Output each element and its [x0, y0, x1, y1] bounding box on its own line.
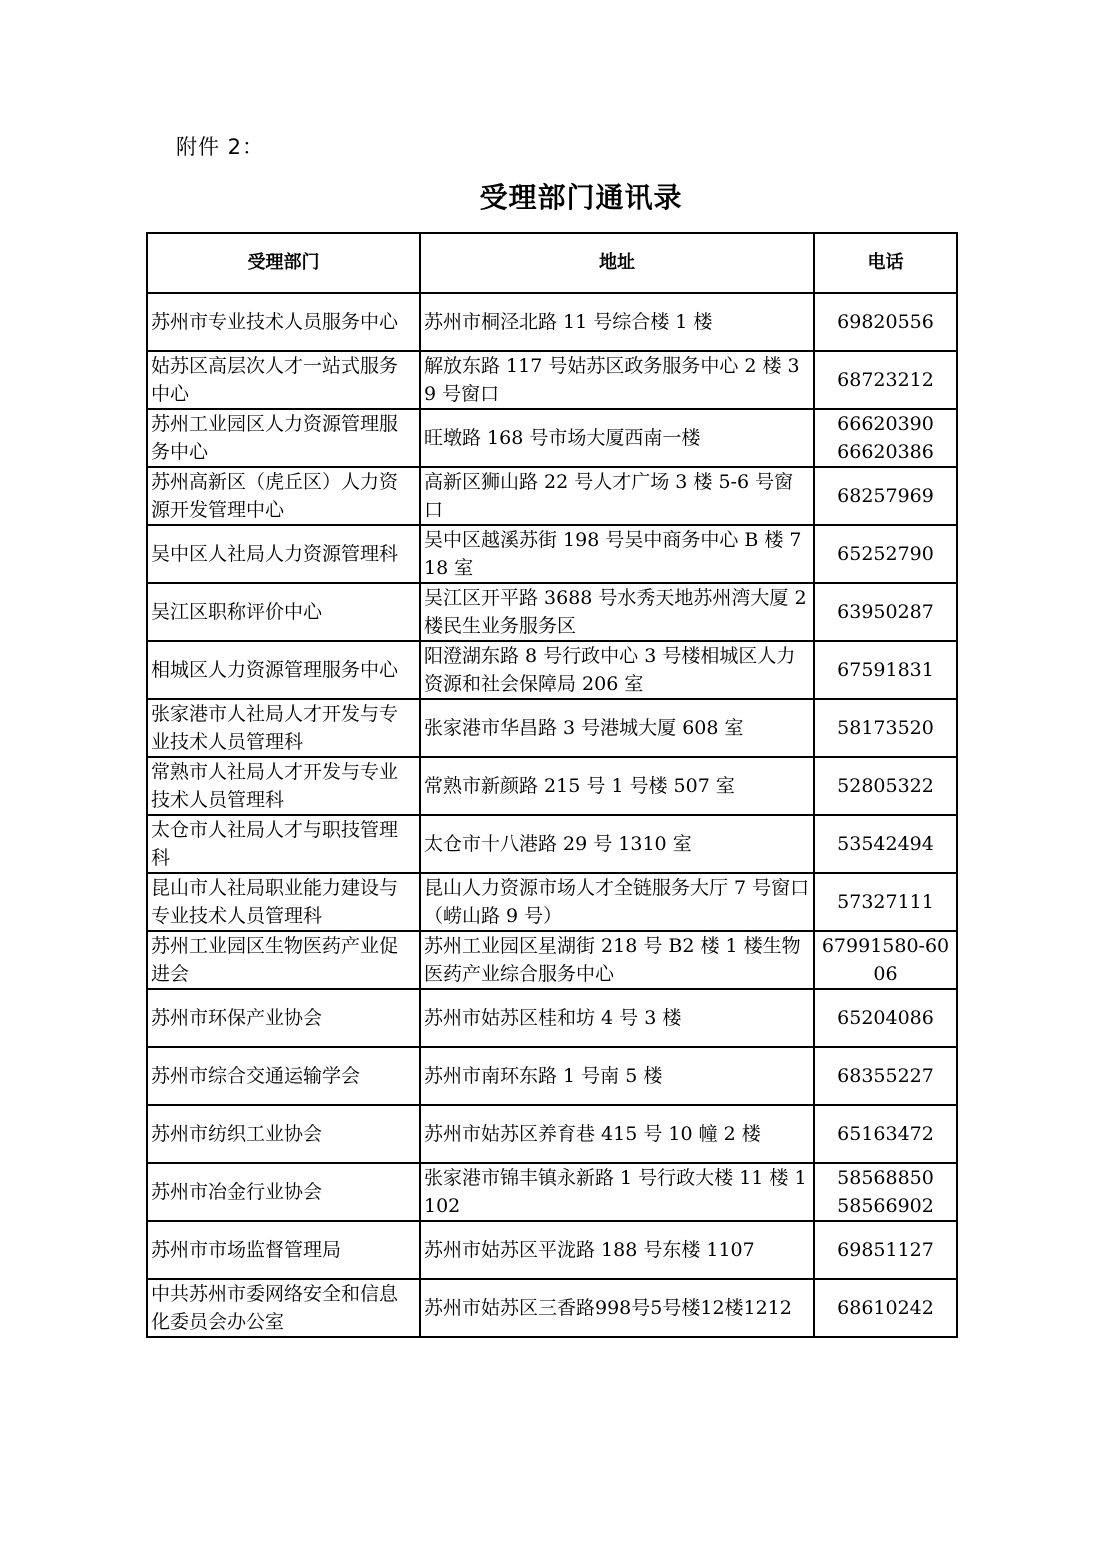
phone-cell: [814, 815, 957, 873]
address-cell: 阳澄湖东路 8 号行政中心 3 号楼相城区人力资源和社会保障局 206 室: [420, 641, 814, 699]
department-cell: 苏州工业园区生物医药产业促进会: [147, 931, 420, 989]
table-row: [147, 1163, 957, 1221]
department-cell: 苏州市市场监督管理局: [147, 1221, 420, 1279]
department-cell: 张家港市人社局人才开发与专业技术人员管理科: [147, 699, 420, 757]
table-row: [147, 641, 957, 699]
table-row: [147, 351, 957, 409]
phone-number: 68257969: [837, 485, 934, 507]
table-row: [147, 583, 957, 641]
phone-number: 69820556: [837, 311, 934, 333]
address-cell: 太仓市十八港路 29 号 1310 室: [420, 815, 814, 873]
address-cell: 昆山人力资源市场人才全链服务大厅 7 号窗口（崂山路 9 号）: [420, 873, 814, 931]
department-cell: 苏州工业园区人力资源管理服务中心: [147, 409, 420, 467]
phone-cell: [814, 467, 957, 525]
address-cell: 苏州市姑苏区桂和坊 4 号 3 楼: [420, 989, 814, 1047]
department-cell: 苏州高新区（虎丘区）人力资源开发管理中心: [147, 467, 420, 525]
attachment-label: 附件 2：: [176, 135, 265, 159]
table-row: [147, 1105, 957, 1163]
table-row: [147, 931, 957, 989]
phone-cell: [814, 351, 957, 409]
table-header-row: [147, 233, 957, 293]
phone-number: 69851127: [837, 1239, 934, 1261]
phone-cell: [814, 1221, 957, 1279]
phone-number: 68355227: [837, 1065, 934, 1087]
phone-cell: [814, 583, 957, 641]
phone-number: 58568850: [837, 1167, 934, 1189]
address-cell: 吴中区越溪苏街 198 号吴中商务中心 B 楼 718 室: [420, 525, 814, 583]
phone-cell: [814, 989, 957, 1047]
address-cell: 苏州市姑苏区平泷路 188 号东楼 1107: [420, 1221, 814, 1279]
phone-number: 63950287: [837, 601, 934, 623]
table-row: [147, 757, 957, 815]
table-row: [147, 467, 957, 525]
phone-cell: [814, 699, 957, 757]
phone-number: 58173520: [837, 717, 934, 739]
phone-number: 68610242: [837, 1297, 934, 1319]
header-department: 受理部门: [147, 233, 420, 293]
phone-cell: [814, 409, 957, 467]
phone-number: 66620390: [837, 413, 934, 435]
department-cell: 吴中区人社局人力资源管理科: [147, 525, 420, 583]
department-cell: 相城区人力资源管理服务中心: [147, 641, 420, 699]
address-cell: 常熟市新颜路 215 号 1 号楼 507 室: [420, 757, 814, 815]
department-cell: 苏州市专业技术人员服务中心: [147, 293, 420, 351]
address-cell: 高新区狮山路 22 号人才广场 3 楼 5-6 号窗口: [420, 467, 814, 525]
phone-number: 53542494: [837, 833, 934, 855]
address-cell: 张家港市华昌路 3 号港城大厦 608 室: [420, 699, 814, 757]
phone-number: 65252790: [837, 543, 934, 565]
phone-cell: [814, 1047, 957, 1105]
address-cell: 苏州市南环东路 1 号南 5 楼: [420, 1047, 814, 1105]
department-cell: 苏州市综合交通运输学会: [147, 1047, 420, 1105]
table-row: [147, 1047, 957, 1105]
phone-number: 67591831: [837, 659, 934, 681]
phone-cell: [814, 1163, 957, 1221]
phone-cell: [814, 525, 957, 583]
phone-number: 52805322: [837, 775, 934, 797]
department-cell: 苏州市纺织工业协会: [147, 1105, 420, 1163]
table-row: [147, 293, 957, 351]
header-phone: 电话: [814, 233, 957, 293]
address-cell: 旺墩路 168 号市场大厦西南一楼: [420, 409, 814, 467]
department-cell: 昆山市人社局职业能力建设与专业技术人员管理科: [147, 873, 420, 931]
department-cell: 吴江区职称评价中心: [147, 583, 420, 641]
phone-number: 57327111: [837, 891, 934, 913]
phone-number: 65163472: [837, 1123, 934, 1145]
department-directory-table: [146, 232, 958, 1338]
address-cell: 苏州市姑苏区养育巷 415 号 10 幢 2 楼: [420, 1105, 814, 1163]
table-row: [147, 873, 957, 931]
header-address: 地址: [420, 233, 814, 293]
phone-number: 58566902: [837, 1195, 934, 1217]
address-cell: 吴江区开平路 3688 号水秀天地苏州湾大厦 2 楼民生业务服务区: [420, 583, 814, 641]
phone-number: 67991580-6006: [821, 935, 950, 985]
phone-cell: [814, 873, 957, 931]
table-row: [147, 409, 957, 467]
phone-cell: [814, 1279, 957, 1337]
address-cell: 苏州市桐泾北路 11 号综合楼 1 楼: [420, 293, 814, 351]
phone-cell: [814, 641, 957, 699]
table-row: [147, 1279, 957, 1337]
department-cell: 常熟市人社局人才开发与专业技术人员管理科: [147, 757, 420, 815]
table-row: [147, 699, 957, 757]
table-row: [147, 815, 957, 873]
department-cell: 中共苏州市委网络安全和信息化委员会办公室: [147, 1279, 420, 1337]
table-row: [147, 525, 957, 583]
phone-number: 65204086: [837, 1007, 934, 1029]
phone-number: 66620386: [837, 441, 934, 463]
table-row: [147, 989, 957, 1047]
phone-cell: [814, 1105, 957, 1163]
address-cell: 苏州工业园区星湖街 218 号 B2 楼 1 楼生物医药产业综合服务中心: [420, 931, 814, 989]
phone-cell: [814, 293, 957, 351]
department-cell: 苏州市环保产业协会: [147, 989, 420, 1047]
address-cell: 解放东路 117 号姑苏区政务服务中心 2 楼 39 号窗口: [420, 351, 814, 409]
phone-cell: [814, 931, 957, 989]
address-cell: 张家港市锦丰镇永新路 1 号行政大楼 11 楼 1102: [420, 1163, 814, 1221]
department-cell: 苏州市冶金行业协会: [147, 1163, 420, 1221]
page-title: 受理部门通讯录: [479, 181, 683, 214]
department-cell: 姑苏区高层次人才一站式服务中心: [147, 351, 420, 409]
department-cell: 太仓市人社局人才与职技管理科: [147, 815, 420, 873]
phone-number: 68723212: [837, 369, 934, 391]
table-row: [147, 1221, 957, 1279]
address-cell: 苏州市姑苏区三香路998号5号楼12楼1212: [420, 1279, 814, 1337]
phone-cell: [814, 757, 957, 815]
